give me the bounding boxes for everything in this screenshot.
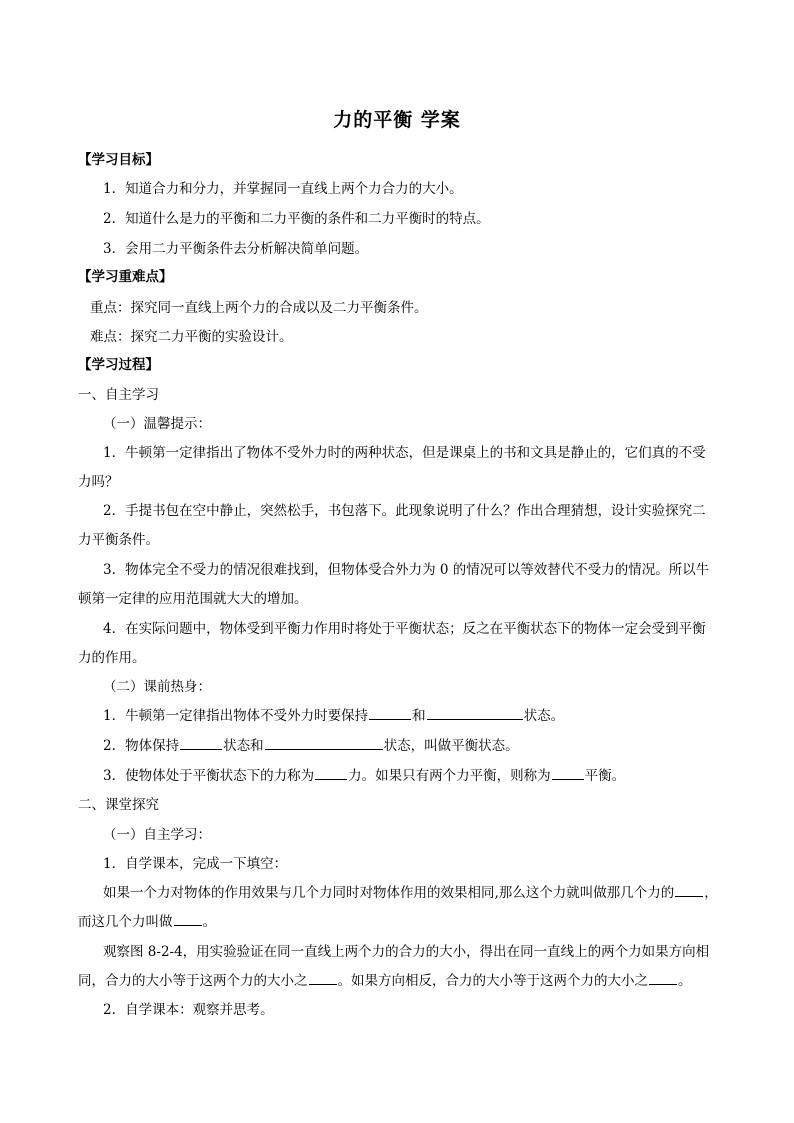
self-study-item-1: 1．自学课本，完成一下填空： [103, 856, 288, 872]
paragraph-figure-line-1: 观察图 8-2-4，用实验验证在同一直线上两个力的合力的大小，得出在同一直线上的两个力如果方向相 [103, 944, 710, 960]
self-study-item-2: 2．自学课本：观察并思考。 [103, 1002, 274, 1018]
tip-3-line-2: 顿第一定律的应用范围就大大的增加。 [78, 591, 308, 607]
warmup-question-1 [103, 706, 564, 726]
subsection-self-study: （一）自主学习： [103, 827, 211, 843]
fill-blank[interactable] [369, 706, 411, 720]
warmup-2-text-c: 状态，叫做平衡状态。 [383, 738, 519, 754]
resultant-text-b-end: 。 [202, 914, 216, 930]
warmup-1-text-b: 和 [412, 708, 426, 724]
part-title-self-study: 一、自主学习 [78, 387, 159, 403]
keypoint-focus: 重点：探究同一直线上两个力的合成以及二力平衡条件。 [90, 300, 428, 316]
goal-item-3: 3．会用二力平衡条件去分析解决简单问题。 [103, 241, 369, 257]
keypoint-difficulty: 难点：探究二力平衡的实验设计。 [90, 329, 293, 345]
tip-1-line-1: 1．牛顿第一定律指出了物体不受外力时的两种状态，但是课桌上的书和文具是静止的，它们真的不受 [103, 445, 706, 461]
fill-blank[interactable] [427, 706, 523, 720]
warmup-question-3 [103, 766, 625, 786]
resultant-text-a-end: ， [704, 885, 718, 901]
figure-text-a: 同，合力的大小等于这两个力的大小之 [78, 973, 308, 989]
section-heading-goals: 【学习目标】 [78, 152, 159, 168]
fill-blank[interactable] [315, 766, 347, 780]
fill-blank[interactable] [552, 766, 584, 780]
tip-4-line-2: 力的作用。 [78, 650, 146, 666]
warmup-2-text-b: 状态和 [223, 738, 264, 754]
warmup-1-text-a: 1．牛顿第一定律指出物体不受外力时要保持 [103, 708, 369, 724]
section-heading-process: 【学习过程】 [78, 357, 159, 373]
fill-blank[interactable] [174, 912, 202, 926]
document-title: 力的平衡 学案 [333, 109, 461, 131]
part-title-class-inquiry: 二、课堂探究 [78, 797, 159, 813]
figure-text-c: 。 [678, 973, 692, 989]
warmup-3-text-b: 力。如果只有两个力平衡，则称为 [348, 768, 551, 784]
fill-blank[interactable] [265, 736, 383, 750]
subsection-tips: （一）温馨提示： [103, 416, 211, 432]
tip-4-line-1: 4．在实际问题中，物体受到平衡力作用时将处于平衡状态；反之在平衡状态下的物体一定会受到平衡 [103, 621, 706, 637]
warmup-3-text-c: 平衡。 [584, 768, 626, 784]
tip-2-line-1: 2．手提书包在空中静止，突然松手，书包落下。此现象说明了什么？作出合理猜想，设计实验探究二 [103, 503, 706, 519]
section-heading-keypoints: 【学习重难点】 [78, 269, 173, 285]
goal-item-1: 1．知道合力和分力，并掌握同一直线上两个力合力的大小。 [103, 181, 463, 197]
warmup-2-text-a: 2．物体保持 [103, 738, 180, 754]
warmup-3-text-a: 3．使物体处于平衡状态下的力称为 [103, 768, 315, 784]
tip-1-line-2: 力吗？ [78, 474, 119, 490]
figure-text-b: 。如果方向相反，合力的大小等于这两个力的大小之 [337, 973, 648, 989]
fill-blank[interactable] [309, 971, 337, 985]
paragraph-figure-line-2 [78, 971, 692, 991]
tip-3-line-1: 3．物体完全不受力的情况很难找到，但物体受合外力为 0 的情况可以等效替代不受力的情况。所以牛 [103, 562, 710, 578]
subsection-warmup: （二）课前热身： [103, 679, 211, 695]
tip-2-line-2: 力平衡条件。 [78, 532, 159, 548]
warmup-1-text-c: 状态。 [523, 708, 565, 724]
paragraph-resultant-line-2 [78, 912, 216, 932]
resultant-text-a: 如果一个力对物体的作用效果与几个力同时对物体作用的效果相同,那么这个力就叫做那几个力的 [103, 885, 675, 901]
fill-blank[interactable] [675, 883, 703, 897]
fill-blank[interactable] [180, 736, 222, 750]
fill-blank[interactable] [649, 971, 677, 985]
paragraph-resultant-line-1 [103, 883, 718, 903]
resultant-text-b: 而这几个力叫做 [78, 914, 173, 930]
goal-item-2: 2．知道什么是力的平衡和二力平衡的条件和二力平衡时的特点。 [103, 211, 490, 227]
warmup-question-2 [103, 736, 519, 756]
